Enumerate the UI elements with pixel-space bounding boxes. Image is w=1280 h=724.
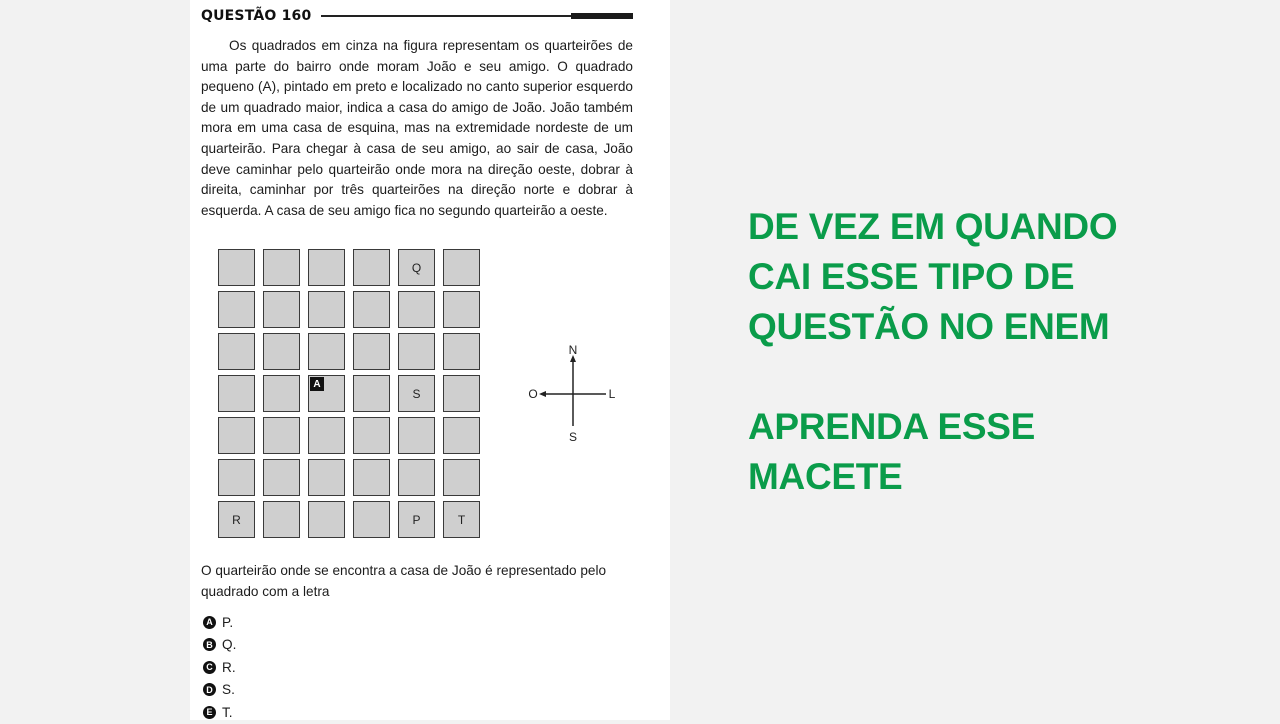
answer-options [203, 611, 236, 724]
map-block-q [398, 249, 435, 286]
map-block-p [398, 501, 435, 538]
map-block [218, 459, 255, 496]
promo-line-2: CAI ESSE TIPO DE [748, 256, 1075, 297]
map-block [263, 375, 300, 412]
option-e-badge: E [203, 706, 216, 719]
map-block [443, 333, 480, 370]
map-block [308, 249, 345, 286]
map-block [263, 249, 300, 286]
promo-line-4: APRENDA ESSE [748, 406, 1035, 447]
map-block [353, 249, 390, 286]
map-block [308, 459, 345, 496]
map-label-s: S [412, 386, 421, 401]
map-block [443, 375, 480, 412]
compass-rose [528, 342, 618, 447]
map-block [353, 375, 390, 412]
compass-south-label: S [568, 430, 578, 444]
option-a-badge: A [203, 616, 216, 629]
promo-line-1: DE VEZ EM QUANDO [748, 206, 1118, 247]
option-a-text: P. [222, 614, 234, 630]
question-prompt: O quarteirão onde se encontra a casa de João é representado pelo quadrado com a letra [201, 563, 607, 599]
compass-west-arrow [539, 391, 546, 397]
map-block [443, 291, 480, 328]
map-block [308, 501, 345, 538]
compass-east-label: L [608, 387, 616, 401]
map-label-q: Q [411, 260, 422, 275]
map-block [443, 459, 480, 496]
map-block [353, 291, 390, 328]
promo-text [748, 202, 1188, 502]
question-stem-text: Os quadrados em cinza na figura representam os quarteirões de uma parte do bairro onde moram João e seu amigo. O quadrado pequeno (A), pintado em preto e localizado no canto superior esquerdo de um quadrado maior, indica a casa do amigo de João. João também mora em uma casa de esquina, mas na extremidade nordeste de um quarteirão. Para chegar à casa de seu amigo, ao sair de casa, João deve caminhar pelo quarteirão onde mora na direção oeste, dobrar à direita, caminhar por três quarteirões na direção norte e dobrar à esquerda. A casa de seu amigo fica no segundo quarteirão a oeste. [201, 38, 633, 218]
map-block [218, 291, 255, 328]
map-block [308, 417, 345, 454]
option-d-badge: D [203, 683, 216, 696]
compass-west-label: O [528, 387, 538, 401]
map-block [398, 417, 435, 454]
friend-house-marker: A [310, 377, 324, 391]
promo-line-5: MACETE [748, 456, 903, 497]
map-block [218, 375, 255, 412]
map-block [263, 333, 300, 370]
option-c[interactable] [203, 656, 236, 679]
map-block [398, 291, 435, 328]
map-block [353, 417, 390, 454]
promo-line-3: QUESTÃO NO ENEM [748, 306, 1110, 347]
header-rule [321, 15, 633, 17]
option-b-text: Q. [222, 637, 237, 653]
map-block-s [398, 375, 435, 412]
compass-north-label: N [568, 343, 578, 357]
question-stem [201, 36, 633, 221]
option-a[interactable] [203, 611, 236, 634]
map-block [308, 291, 345, 328]
option-e[interactable] [203, 701, 236, 724]
map-label-p: P [412, 512, 421, 527]
map-block [398, 459, 435, 496]
map-label-r: R [232, 512, 241, 527]
map-block [263, 291, 300, 328]
map-block [443, 417, 480, 454]
promo-spacer [748, 352, 1188, 402]
neighborhood-map [218, 249, 480, 538]
map-block [218, 249, 255, 286]
option-d[interactable] [203, 679, 236, 702]
map-block [398, 333, 435, 370]
question-sheet [190, 0, 670, 720]
question-title: QUESTÃO 160 [201, 8, 312, 24]
question-header [201, 6, 633, 26]
map-block [218, 333, 255, 370]
map-block-r [218, 501, 255, 538]
option-d-text: S. [222, 682, 235, 698]
option-c-badge: C [203, 661, 216, 674]
option-b[interactable] [203, 634, 236, 657]
map-block [353, 459, 390, 496]
map-block [218, 417, 255, 454]
option-c-text: R. [222, 659, 236, 675]
map-block [353, 333, 390, 370]
map-block-t [443, 501, 480, 538]
map-block [443, 249, 480, 286]
map-label-t: T [457, 512, 466, 527]
map-block-friend-house [308, 375, 345, 412]
option-e-text: T. [222, 704, 233, 720]
map-block [353, 501, 390, 538]
map-block [263, 459, 300, 496]
map-block [263, 501, 300, 538]
map-block [263, 417, 300, 454]
map-block [308, 333, 345, 370]
option-b-badge: B [203, 638, 216, 651]
